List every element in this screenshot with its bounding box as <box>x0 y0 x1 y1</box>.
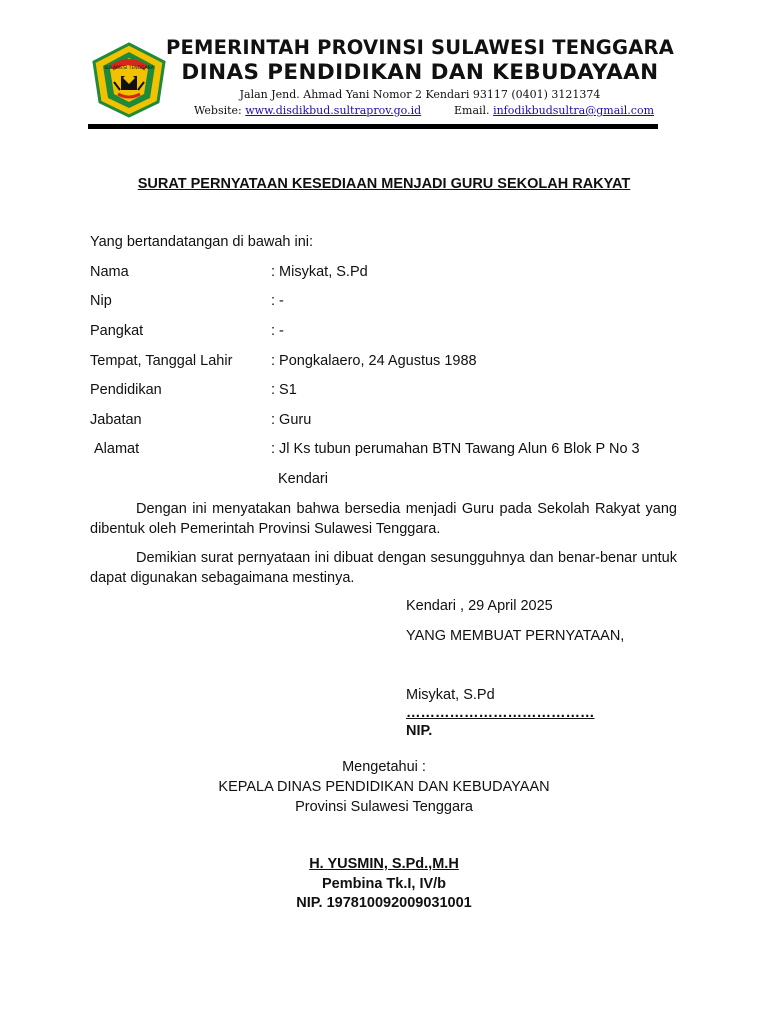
statement-paragraph: Dengan ini menyatakan bahwa bersedia menjadi Guru pada Sekolah Rakyat yang dibentuk oleh Pemerintah Provinsi Sulawesi Tenggara. <box>90 501 677 537</box>
approval-label: Mengetahui : <box>342 759 426 775</box>
field-value-pangkat: : - <box>271 323 284 339</box>
closing-paragraph: Demikian surat pernyataan ini dibuat dengan sesungguhnya dan benar-benar untuk dapat digunakan sebagaimana mestinya. <box>90 550 677 586</box>
field-label-jabatan: Jabatan <box>90 412 142 428</box>
field-label-pangkat: Pangkat <box>90 323 144 339</box>
field-label-nama: Nama <box>90 264 129 280</box>
emblem-text: SULAWESI TENGGARA <box>104 66 154 71</box>
email-line <box>454 104 654 117</box>
website-link[interactable]: www.disdikbud.sultraprov.go.id <box>245 104 422 117</box>
signer-role: YANG MEMBUAT PERNYATAAN, <box>406 628 625 644</box>
field-value-pendidikan: : S1 <box>271 382 297 398</box>
intro-text: Yang bertandatangan di bawah ini: <box>90 234 314 250</box>
field-value-jabatan: : Guru <box>271 412 312 428</box>
field-value-alamat: : Jl Ks tubun perumahan BTN Tawang Alun 6 Blok P No 3 <box>271 441 640 457</box>
letterhead-divider <box>88 124 658 129</box>
website-line <box>194 104 421 117</box>
field-value-alamat-continuation: Kendari <box>278 471 328 487</box>
field-value-nama: : Misykat, S.Pd <box>271 264 368 280</box>
agency-name: DINAS PENDIDIKAN DAN KEBUDAYAAN <box>181 60 659 85</box>
agency-address: Jalan Jend. Ahmad Yani Nomor 2 Kendari 93117 (0401) 3121374 <box>239 88 601 101</box>
place-date: Kendari , 29 April 2025 <box>406 598 553 614</box>
email-link[interactable]: infodikbudsultra@gmail.com <box>493 104 655 117</box>
approval-position: KEPALA DINAS PENDIDIKAN DAN KEBUDAYAAN <box>218 779 550 795</box>
document-title: SURAT PERNYATAAN KESEDIAAN MENJADI GURU SEKOLAH RAKYAT <box>137 176 631 192</box>
province-emblem-logo <box>92 42 166 118</box>
signer-dotted-line: ………………………………… <box>406 705 595 721</box>
signer-nip: NIP. <box>406 723 433 739</box>
head-name: H. YUSMIN, S.Pd.,M.H <box>309 856 459 872</box>
government-name: PEMERINTAH PROVINSI SULAWESI TENGGARA <box>165 36 675 59</box>
field-label-ttl: Tempat, Tanggal Lahir <box>90 353 233 369</box>
email-label: Email. <box>454 104 490 117</box>
head-rank: Pembina Tk.I, IV/b <box>321 876 447 892</box>
signer-name: Misykat, S.Pd <box>406 687 495 703</box>
website-label: Website: <box>194 104 242 117</box>
field-label-alamat: Alamat <box>94 441 140 457</box>
field-label-nip: Nip <box>90 293 112 309</box>
field-label-pendidikan: Pendidikan <box>90 382 162 398</box>
head-nip: NIP. 197810092009031001 <box>296 895 472 911</box>
approval-province: Provinsi Sulawesi Tenggara <box>295 799 473 815</box>
field-value-nip: : - <box>271 293 284 309</box>
field-value-ttl: : Pongkalaero, 24 Agustus 1988 <box>271 353 477 369</box>
